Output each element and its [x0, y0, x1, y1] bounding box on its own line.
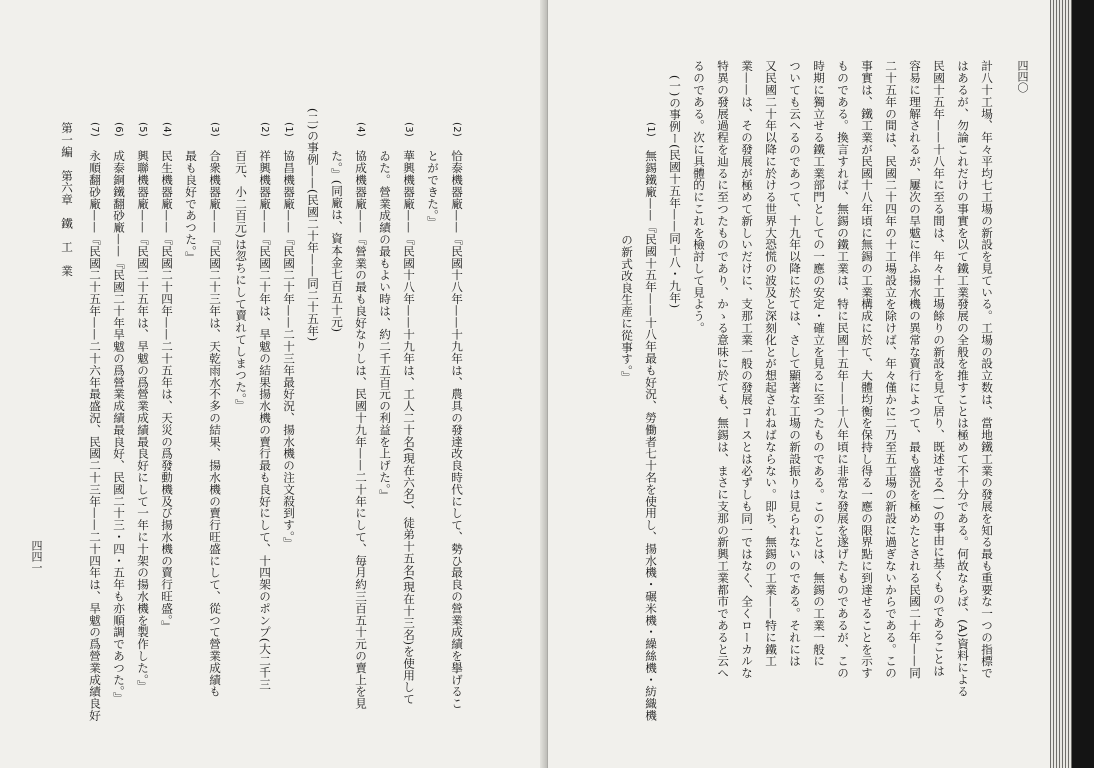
- list-item: 祥興機器廠——『民國二十年は、旱魃の結果揚水機の賣行最も良好にして、十四架のポンプ(大二千三: [258, 150, 272, 691]
- page-edge: [1050, 0, 1072, 768]
- list-item: 民生機器廠——『民國二十四年——二十五年は、天災の爲發動機及び揚水機の賣行旺盛。』: [160, 150, 174, 633]
- body-line: 事實は、鐵工業が民國十八年頃に無錫の工業構成に於て、大體均衡を保持し得る一應の限界點に到達せることを示す: [860, 60, 874, 679]
- body-line: 又民國二十年以降に於ける世界大恐慌の波及と深刻化とが想起されねばならない。即ち、無錫の工業——特に鐵工: [764, 60, 778, 667]
- item-number: (7): [89, 122, 100, 138]
- footer: 第一編 第六章 鐵 工 業: [60, 122, 74, 277]
- list-item: ゐた。營業成績の最もよい時は、約二千五百元の利益を上げた。』: [378, 150, 392, 502]
- item-number: (4): [161, 122, 172, 138]
- list-item: 協成機器廠——『營業の最も良好なりしは、民國十九年——二十年にして、毎月約三百五十元の賣上を見: [354, 150, 368, 710]
- body-line: るのである。次に具體的にこれを檢討して見よう。: [692, 60, 706, 334]
- list-item: 成泰銅鐵翻砂廠——『民國二十年旱魃の爲營業成績最良好、民國二十三・四・五年も亦順調であつた。』: [112, 150, 126, 704]
- body-line: 容易に理解されるが、屢次の旱魃に伴ふ揚水機の異常な賣行によつて、最も盛況を極めたとされる民國二十年——同: [908, 60, 922, 679]
- list-item: 永順翻砂廠——『民國二十五年——二十六年最盛況、民國二十三年——二十四年は、旱魃の爲營業成績良好: [88, 150, 102, 722]
- list-item: 恰泰機器廠——『民國十八年——十九年は、農具の發達改良時代にして、勢ひ最良の營業成績を擧げるこ: [450, 150, 464, 710]
- body-line: 特異の發展過程を辿るに至つたものであり、かゝる意味に於ても、無錫は、まさに支那の新興工業都市であると云へ: [716, 60, 730, 679]
- item-number: (1): [283, 122, 294, 138]
- item-number: (6): [113, 122, 124, 138]
- list-item: 興聯機器廠——『民國二十五年は、旱魃の爲營業成績最良好にして一年に十架の揚水機を製作した。』: [136, 150, 150, 692]
- body-line: ついても云へるのであつて、十九年以降に於ては、さして顯著な工場の新設振りは見られないのである。それには: [788, 60, 802, 667]
- item-number: (5): [137, 122, 148, 138]
- body-line: 時期に獨立せる鐵工業部門としての一應の安定・確立を見るに至つたものである。このことは、無錫の工業一般に: [812, 60, 826, 667]
- list-item: の新式改良生産に從事す。』: [620, 234, 634, 383]
- item-number: (3): [403, 122, 414, 138]
- body-line: 二十五年の間は、民國二十四年の十工場設立を除けば、年々僅かに二乃至五工場の新設に過ぎないからである。この: [884, 60, 898, 679]
- body-line: 民國十五年——十八年に至る間は、年々十工場餘りの新設を見て居り、既述せる(一)の事由に基くものであることは: [932, 60, 946, 677]
- body-line: はあるが、勿論これだけの事實を以て鐵工業發展の全般を推すことは極めて不十分である。何故ならば、(A)資料による: [956, 60, 970, 698]
- item-number: (3): [209, 122, 220, 138]
- item-number: (4): [355, 122, 366, 138]
- left-page: [0, 0, 545, 768]
- list-item: 華興機器廠——『民國十八年——十九年は、工人二十名(現在六名)、徒弟十五名(現在十三名)を使用して: [402, 150, 416, 705]
- list-item: とができた。』: [426, 150, 440, 228]
- item-number: (2): [451, 122, 462, 138]
- page-number-left: 四四一: [30, 540, 43, 573]
- right-page: [548, 0, 1072, 768]
- list-item: 最も良好であつた。』: [184, 150, 198, 264]
- item-number: (2): [259, 122, 270, 138]
- body-line: 計八十工場、年々平均七工場の新設を見ている。工場の設立数は、當地鐵工業の發展を知る最も重要な一つの指標で: [980, 60, 994, 679]
- page-number-right: 四四〇: [1016, 60, 1029, 93]
- body-line: ものである。換言すれば、無錫の鐵工業は、特に民國十五年——十八年頃に非常な發展を遂げたものであるが、この: [836, 60, 850, 679]
- section-heading: (二)の事例——(民國二十年——同二十五年): [306, 108, 320, 342]
- list-item: 合衆機器廠——『民國二十三年は、天乾雨水不多の結果、揚水機の賣行旺盛にして、從つて營業成績も: [208, 150, 222, 698]
- list-item: 百元、小二百元)は忽ちにして賣れてしまつた。』: [234, 150, 248, 411]
- item-number: (1): [645, 122, 656, 138]
- list-item: 無錫鐵廠——『民國十五年——十八年最も好況、勞働者七十名を使用し、揚水機・碾米機・繰絲機・紡織機: [644, 150, 658, 722]
- section-heading: (一)の事例ー(民國十五年——同十八・九年): [668, 75, 682, 309]
- list-item: た。』(同廠は、資本金七百五十元): [330, 150, 344, 333]
- body-line: 業——は、その發展が極めて新しいだけに、支那工業一般の發展コースとは必ずしも同一ではなく、全くローカルな: [740, 60, 754, 679]
- list-item: 協昌機器廠——『民國二十年——二十三年最好況、揚水機の注文殺到す。』: [282, 150, 296, 549]
